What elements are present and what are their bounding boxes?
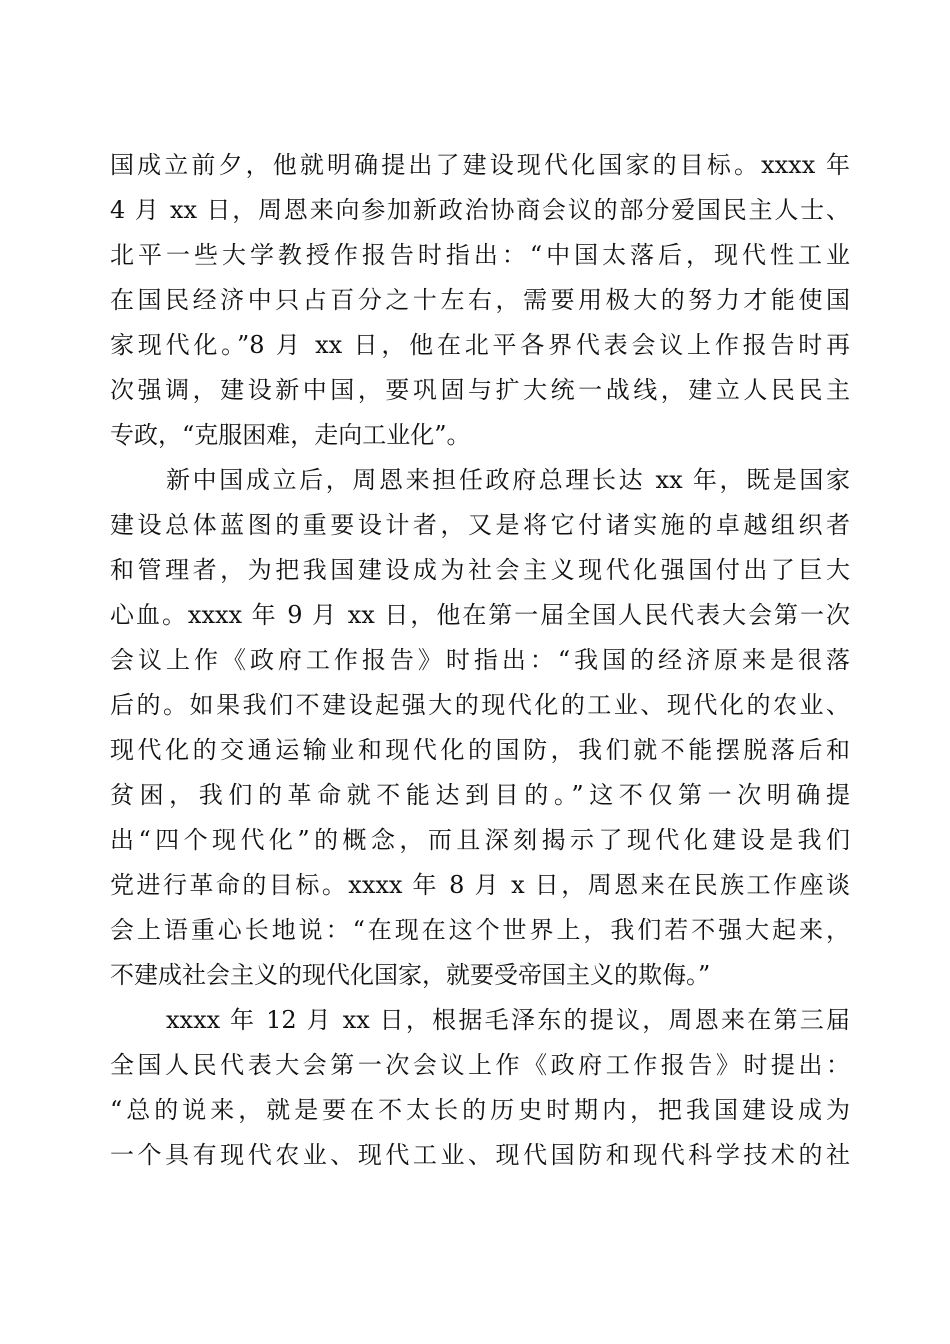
text-line: 一个具有现代农业、现代工业、现代国防和现代科学技术的社 xyxy=(110,1141,850,1169)
text-line: 和管理者，为把我国建设成为社会主义现代化强国付出了巨大 xyxy=(110,556,850,584)
paragraph-first-line: xxxx 年 12 月 xx 日，根据毛泽东的提议，周恩来在第三届 xyxy=(166,1006,850,1034)
body-text xyxy=(110,143,850,1178)
text-line: 建设总体蓝图的重要设计者，又是将它付诸实施的卓越组织者 xyxy=(110,511,850,539)
text-line: 在国民经济中只占百分之十左右，需要用极大的努力才能使国 xyxy=(110,286,850,314)
text-line: 不建成社会主义的现代化国家，就要受帝国主义的欺侮。” xyxy=(110,961,711,989)
text-line: 党进行革命的目标。xxxx 年 8 月 x 日，周恩来在民族工作座谈 xyxy=(110,871,850,899)
text-line: 家现代化。”8 月 xx 日，他在北平各界代表会议上作报告时再 xyxy=(110,331,850,359)
text-line: 后的。如果我们不建设起强大的现代化的工业、现代化的农业、 xyxy=(110,691,850,719)
text-line: 北平一些大学教授作报告时指出：“中国太落后，现代性工业 xyxy=(110,241,850,269)
text-line: “总的说来，就是要在不太长的历史时期内，把我国建设成为 xyxy=(110,1096,850,1124)
text-line: 全国人民代表大会第一次会议上作《政府工作报告》时提出： xyxy=(110,1051,850,1079)
paragraph-first-line: 新中国成立后，周恩来担任政府总理长达 xx 年，既是国家 xyxy=(166,466,850,494)
text-line: 国成立前夕，他就明确提出了建设现代化国家的目标。xxxx 年 xyxy=(110,151,850,179)
text-line: 会议上作《政府工作报告》时指出：“我国的经济原来是很落 xyxy=(110,646,850,674)
text-line: 出“四个现代化”的概念，而且深刻揭示了现代化建设是我们 xyxy=(110,826,850,854)
text-line: 4 月 xx 日，周恩来向参加新政治协商会议的部分爱国民主人士、 xyxy=(110,196,850,224)
text-line: 贫困，我们的革命就不能达到目的。”这不仅第一次明确提 xyxy=(110,781,850,809)
text-line: 次强调，建设新中国，要巩固与扩大统一战线，建立人民民主 xyxy=(110,376,850,404)
text-line: 心血。xxxx 年 9 月 xx 日，他在第一届全国人民代表大会第一次 xyxy=(110,601,850,629)
text-line: 现代化的交通运输业和现代化的国防，我们就不能摆脱落后和 xyxy=(110,736,850,764)
text-line: 专政，“克服困难，走向工业化”。 xyxy=(110,421,471,449)
text-line: 会上语重心长地说：“在现在这个世界上，我们若不强大起来， xyxy=(110,916,850,944)
